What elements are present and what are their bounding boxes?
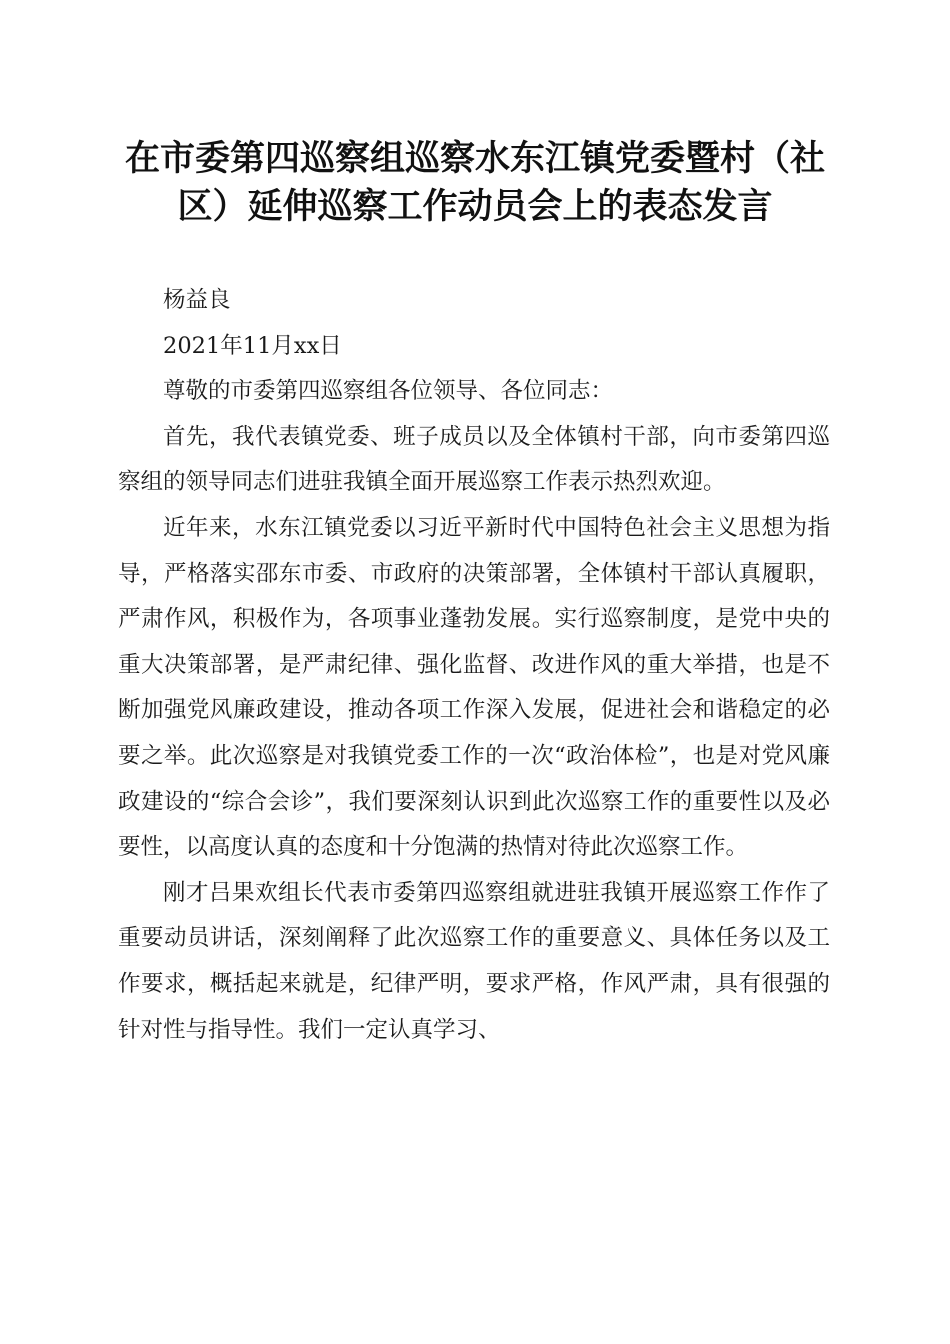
paragraph-2: 近年来，水东江镇党委以习近平新时代中国特色社会主义思想为指导，严格落实邵东市委、市政府的决策部署，全体镇村干部认真履职，严肃作风，积极作为，各项事业蓬勃发展。实行巡察制度，是党中央的重大决策部署，是严肃纪律、强化监督、改进作风的重大举措，也是不断加强党风廉政建设，推动各项工作深入发展，促进社会和谐稳定的必要之举。此次巡察是对我镇党委工作的一次“政治体检”，也是对党风廉政建设的“综合会诊”，我们要深刻认识到此次巡察工作的重要性以及必要性，以高度认真的态度和十分饱满的热情对待此次巡察工作。 [118, 514, 830, 861]
paragraph-1: 首先，我代表镇党委、班子成员以及全体镇村干部，向市委第四巡察组的领导同志们进驻我镇全面开展巡察工作表示热烈欢迎。 [118, 423, 830, 496]
paragraph-3: 刚才吕果欢组长代表市委第四巡察组就进驻我镇开展巡察工作作了重要动员讲话，深刻阐释了此次巡察工作的重要意义、具体任务以及工作要求，概括起来就是，纪律严明，要求严格，作风严肃，具有很强的针对性与指导性。我们一定认真学习、 [118, 879, 830, 1043]
document-body [118, 278, 830, 1053]
author-line: 杨益良 [163, 287, 231, 313]
document-title: 在市委第四巡察组巡察水东江镇党委暨村（社区）延伸巡察工作动员会上的表态发言 [124, 138, 825, 227]
salutation: 尊敬的市委第四巡察组各位领导、各位同志： [163, 378, 614, 405]
date-line: 2021年11月xx日 [163, 332, 342, 359]
